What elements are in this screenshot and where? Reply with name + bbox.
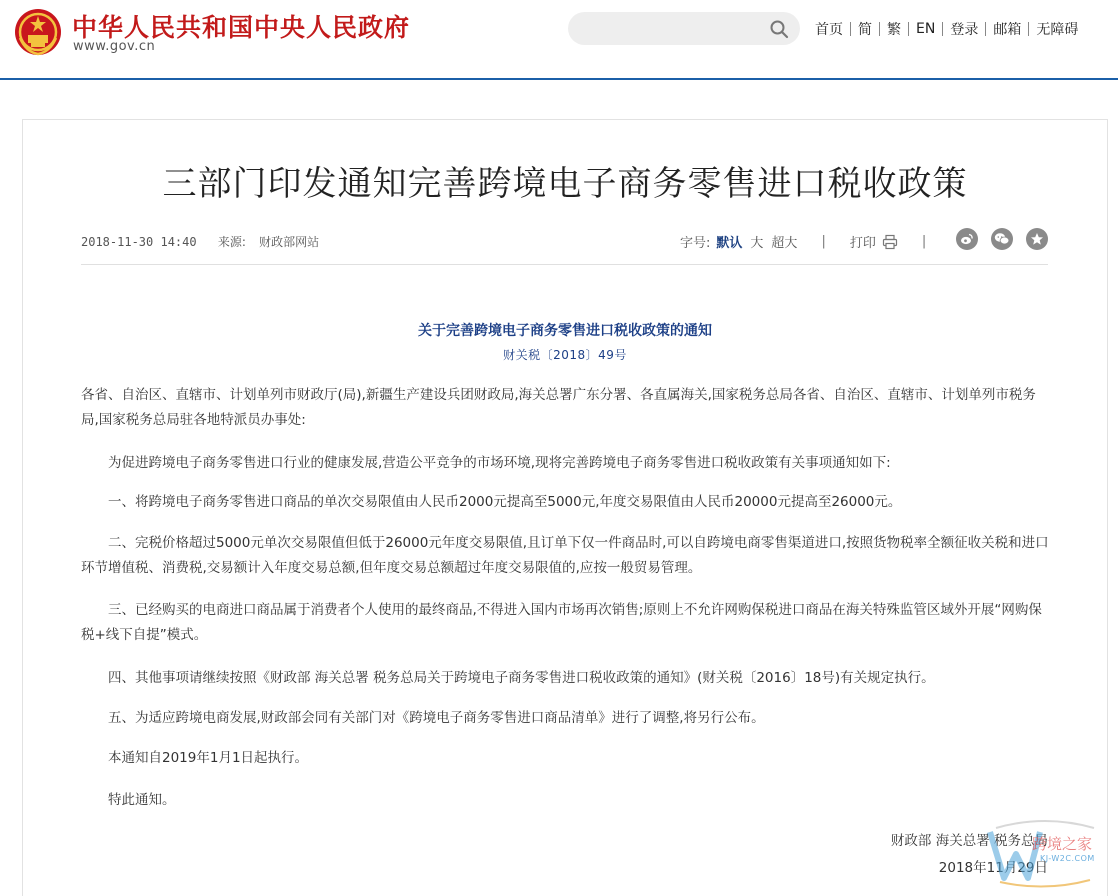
search-icon[interactable] — [769, 19, 789, 39]
top-nav — [808, 18, 1085, 40]
article-meta — [81, 233, 319, 250]
document-addressee: 各省、自治区、直辖市、计划单列市财政厅(局),新疆生产建设兵团财政局,海关总署广东分署、各直属海关,国家税务总局各省、自治区、直辖市、计划单列市税务局,国家税务总局驻各地特派员办事处: — [81, 387, 1036, 428]
print-link[interactable]: 打印 — [849, 236, 876, 251]
document-item-4: 四、其他事项请继续按照《财政部 海关总署 税务总局关于跨境电子商务零售进口税收政策的通知》(财关税〔2016〕18号)有关规定执行。 — [108, 670, 935, 686]
font-size-large[interactable]: 大 — [750, 236, 764, 251]
national-emblem-logo[interactable] — [14, 8, 62, 56]
nav-english-link[interactable]: EN — [916, 21, 936, 37]
font-size-default[interactable]: 默认 — [716, 236, 743, 251]
article-title: 三部门印发通知完善跨境电子商务零售进口税收政策 — [162, 164, 968, 204]
site-title[interactable]: 中华人民共和国中央人民政府 — [72, 13, 411, 42]
document-item-3: 三、已经购买的电商进口商品属于消费者个人使用的最终商品,不得进入国内市场再次销售;原则上不允许网购保税进口商品在海关特殊监管区域外开展“网购保税+线下自提”模式。 — [81, 602, 1042, 643]
print-icon[interactable] — [882, 234, 898, 250]
search-input[interactable] — [568, 12, 800, 45]
font-size-label: 字号: — [680, 236, 711, 251]
document-item-5: 五、为适应跨境电商发展,财政部会同有关部门对《跨境电子商务零售进口商品清单》进行了调整,将另行公布。 — [108, 710, 765, 726]
document-closing: 特此通知。 — [108, 792, 176, 808]
meta-divider — [81, 264, 1048, 265]
document-number: 财关税〔2018〕49号 — [503, 348, 627, 362]
document-item-1: 一、将跨境电子商务零售进口商品的单次交易限值由人民币2000元提高至5000元,年度交易限值由人民币20000元提高至26000元。 — [108, 494, 902, 510]
tools-divider: | — [921, 234, 927, 249]
document-sign-date: 2018年11月29日 — [938, 860, 1048, 876]
document-heading: 关于完善跨境电子商务零售进口税收政策的通知 — [418, 323, 712, 339]
article-tools — [680, 232, 950, 251]
publish-datetime: 2018-11-30 14:40 — [81, 235, 197, 249]
watermark-text: 跨境之家 — [1032, 835, 1093, 853]
document-intro: 为促进跨境电子商务零售进口行业的健康发展,营造公平竞争的市场环境,现将完善跨境电子商务零售进口税收政策有关事项通知如下: — [108, 455, 891, 471]
nav-accessibility-link[interactable]: 无障碍 — [1036, 22, 1079, 38]
tools-divider: | — [821, 234, 826, 249]
site-domain: www.gov.cn — [73, 39, 156, 54]
font-size-xlarge[interactable]: 超大 — [771, 236, 798, 251]
document-signatories: 财政部 海关总署 税务总局 — [890, 833, 1048, 849]
source-name: 财政部网站 — [259, 235, 320, 249]
share-bar — [956, 228, 1061, 250]
document-item-2: 二、完税价格超过5000元单次交易限值但低于26000元年度交易限值,且订单下仅一件商品时,可以自跨境电商零售渠道进口,按照货物税率全额征收关税和进口环节增值税、消费税,交易额计入年度交易总额,但年度交易总额超过年度交易限值的,应按一般贸易管理。 — [81, 535, 1049, 576]
nav-simplified-link[interactable]: 简 — [858, 22, 872, 38]
watermark-domain: KJ-W2C.COM — [1040, 854, 1095, 863]
source-label: 来源: — [217, 235, 246, 249]
header-divider — [0, 78, 1118, 80]
document-effective-date: 本通知自2019年1月1日起执行。 — [108, 750, 309, 766]
favorite-star-icon[interactable] — [1026, 228, 1048, 250]
nav-home-link[interactable]: 首页 — [815, 22, 843, 38]
site-header — [0, 0, 1118, 80]
nav-login-link[interactable]: 登录 — [950, 22, 979, 38]
nav-traditional-link[interactable]: 繁 — [887, 22, 901, 38]
wechat-icon[interactable] — [991, 228, 1013, 250]
weibo-icon[interactable] — [956, 228, 978, 250]
nav-mail-link[interactable]: 邮箱 — [993, 22, 1022, 38]
